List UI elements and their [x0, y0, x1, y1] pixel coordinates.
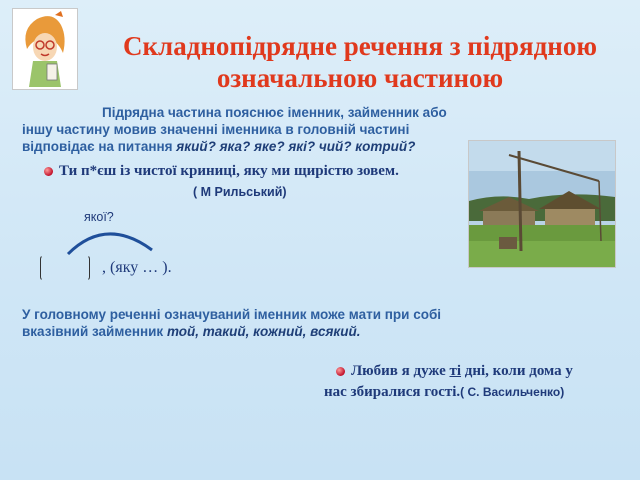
page-title	[90, 30, 630, 94]
definition-lead: відповідає на питання	[22, 139, 173, 154]
title-line-2: означальною частиною	[216, 63, 504, 93]
definition-text	[22, 104, 467, 155]
note-lead: вказівний займенник	[22, 324, 164, 339]
definition-line-3	[22, 138, 467, 155]
example-2-part-2: дні, коли дома у	[461, 363, 573, 379]
example-2-line-2-text: нас збиралися гості.	[324, 384, 461, 400]
scheme-question: якої?	[84, 210, 114, 224]
example-2-part-1: Любив я дуже	[351, 363, 450, 379]
example-2-line-2	[306, 382, 606, 403]
red-bullet-icon	[336, 367, 345, 376]
example-2-underlined: ті	[449, 363, 462, 379]
main-clause-bracket	[40, 255, 90, 281]
title-line-1: Складнопідрядне речення з підрядною	[122, 31, 597, 61]
example-sentence-1-text: Ти п*єш із чистої криниці, яку ми щирістю зовем.	[59, 163, 399, 179]
example-1-author: ( М Рильський)	[193, 185, 287, 199]
note-pronouns: той, такий, кожний, всякий.	[166, 324, 361, 339]
note-line-1: У головному реченні означуваний іменник може мати при собі	[22, 307, 442, 322]
definition-line-1	[22, 104, 467, 121]
red-bullet-icon	[44, 167, 53, 176]
example-sentence-1	[44, 163, 399, 180]
definition-questions: який? яка? яке? які? чий? котрий?	[176, 139, 416, 154]
arc-arrow-icon	[60, 220, 160, 256]
note-line-2	[22, 323, 492, 340]
well-village-photo	[468, 140, 616, 268]
example-2-line-1	[306, 361, 606, 382]
note-text	[22, 306, 492, 340]
example-2-author: ( С. Васильченко)	[460, 385, 565, 399]
sentence-scheme	[40, 253, 172, 283]
subordinate-clause-scheme: , (яку … ).	[102, 259, 172, 276]
example-sentence-2	[306, 361, 606, 403]
definition-line-2: іншу частину мовив значенні іменника в головній частині	[22, 122, 410, 137]
teacher-clipart-icon	[12, 8, 78, 90]
definition-line-1-text: Підрядна частина пояснює іменник, займенник або	[102, 105, 447, 120]
